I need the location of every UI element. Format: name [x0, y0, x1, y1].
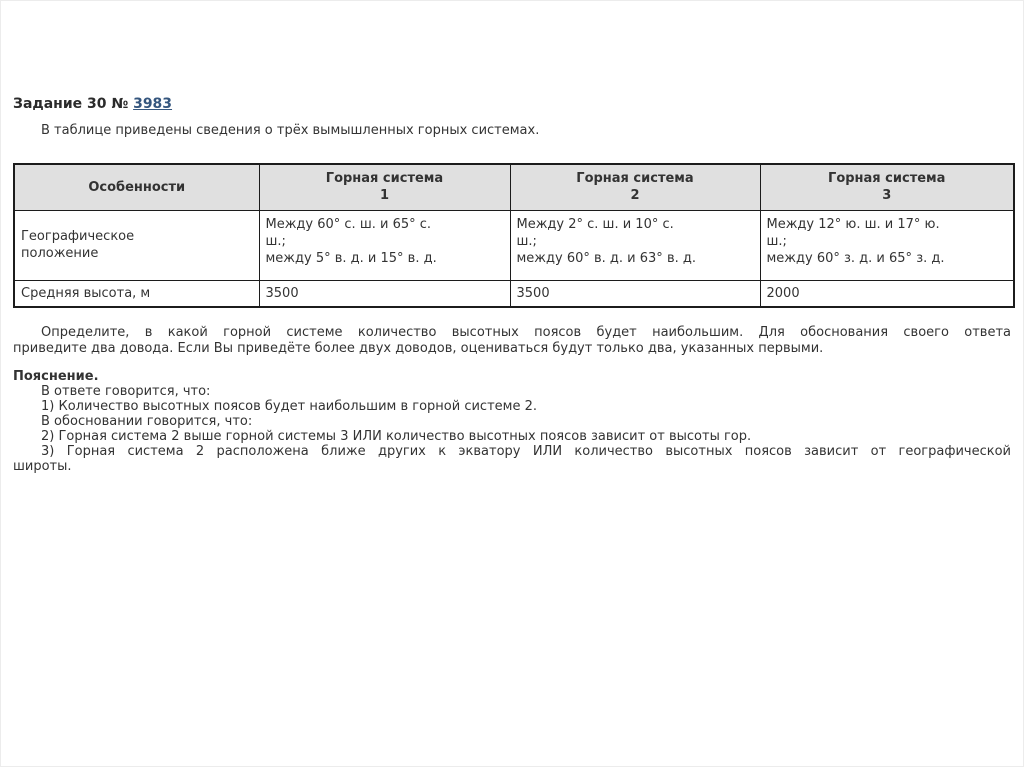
- geo-s2-line-1: Между 2° с. ш. и 10° с.: [516, 216, 674, 232]
- cell-geography-system-1: [259, 210, 510, 280]
- header-system-2: [510, 164, 760, 210]
- header-system-3: [760, 164, 1014, 210]
- task-title-label: Задание 30 №: [13, 96, 129, 112]
- cell-feature-geography: [14, 210, 259, 280]
- cell-altitude-system-3: 2000: [760, 280, 1014, 307]
- explanation-line-reason-intro: В обосновании говорится, что:: [41, 414, 253, 429]
- explanation-section: [13, 384, 1011, 474]
- geo-s3-line-3: между 60° з. д. и 65° з. д.: [766, 250, 945, 266]
- explanation-line-point-3-cont: широты.: [13, 459, 72, 474]
- cell-altitude-system-2: 3500: [510, 280, 760, 307]
- geo-s1-line-1: Между 60° с. ш. и 65° с.: [265, 216, 432, 232]
- cell-geography-system-3: [760, 210, 1014, 280]
- explanation-line-answer-intro: В ответе говорится, что:: [41, 384, 211, 399]
- features-table: [13, 163, 1015, 308]
- task-number-link[interactable]: 3983: [133, 96, 173, 112]
- cell-altitude-system-1: 3500: [259, 280, 510, 307]
- header-system-1-number: 1: [379, 188, 390, 204]
- question-line-1: Определите, в какой горной системе количество высотных поясов будет наибольшим. Для обоснования своего ответа: [41, 325, 1011, 340]
- geo-s3-line-2: ш.;: [766, 233, 787, 249]
- table-row-geography: [14, 210, 1014, 280]
- question-line-2: приведите два довода. Если Вы приведёте более двух доводов, оцениваться будут только два, указанных первыми.: [13, 340, 824, 356]
- explanation-heading: Пояснение.: [13, 369, 99, 384]
- geo-s2-line-2: ш.;: [516, 233, 537, 249]
- header-system-2-label: Горная система: [576, 171, 694, 187]
- header-system-2-number: 2: [630, 188, 640, 204]
- header-system-3-label: Горная система: [828, 171, 946, 187]
- geo-s3-line-1: Между 12° ю. ш. и 17° ю.: [766, 216, 940, 232]
- geo-s1-line-3: между 5° в. д. и 15° в. д.: [265, 250, 437, 266]
- question-text: [13, 325, 1011, 356]
- header-features: Особенности: [14, 164, 259, 210]
- geo-s1-line-2: ш.;: [265, 233, 286, 249]
- explanation-line-point-2: 2) Горная система 2 выше горной системы 3 ИЛИ количество высотных поясов зависит от высоты гор.: [41, 429, 752, 444]
- table-row-altitude: [14, 280, 1014, 307]
- cell-geography-system-2: [510, 210, 760, 280]
- header-system-1: [259, 164, 510, 210]
- explanation-line-point-1: 1) Количество высотных поясов будет наибольшим в горной системе 2.: [41, 399, 537, 414]
- header-system-3-number: 3: [882, 188, 892, 204]
- feature-geography-line-1: Географическое: [21, 229, 135, 244]
- table-header-row: [14, 164, 1014, 210]
- header-system-1-label: Горная система: [325, 171, 444, 187]
- geo-s2-line-3: между 60° в. д. и 63° в. д.: [516, 250, 696, 266]
- cell-feature-altitude: Средняя высота, м: [14, 280, 259, 307]
- feature-geography-line-2: положение: [21, 246, 99, 261]
- explanation-line-point-3: 3) Горная система 2 расположена ближе других к экватору ИЛИ количество высотных поясов зависит от географической: [41, 444, 1011, 459]
- intro-text: В таблице приведены сведения о трёх вымышленных горных системах.: [41, 123, 540, 138]
- task-title: [13, 96, 1011, 113]
